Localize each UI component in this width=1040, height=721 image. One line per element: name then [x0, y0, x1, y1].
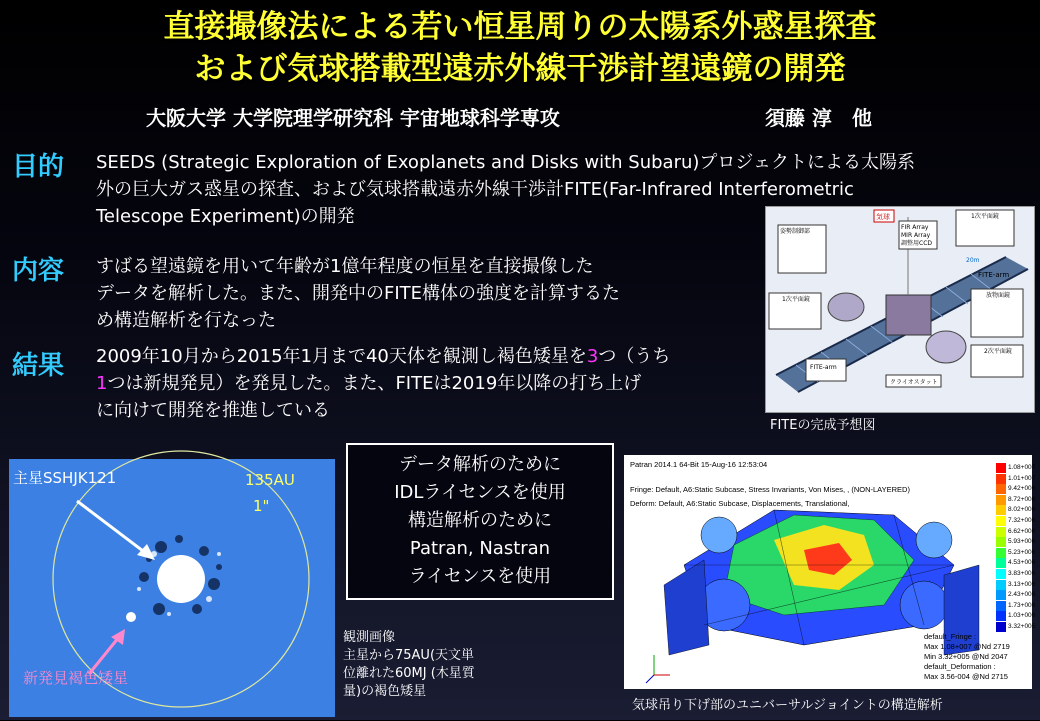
fite-caption: FITEの完成予想図 [770, 418, 876, 433]
legend-value: 5.93+006 [1008, 538, 1036, 546]
fem-caption: 気球吊り下げ部のユニバーサルジョイントの構造解析 [632, 698, 943, 713]
new-bd-label: 新発見褐色矮星 [23, 669, 129, 687]
license-line: ライセンスを使用 [408, 566, 552, 587]
fem-header-line: Fringe: Default, A6:Static Subcase, Stress Invariants, Von Mises, , (NON-LAYERED) [630, 485, 910, 494]
results-label: 結果 [12, 351, 65, 381]
legend-swatch [996, 548, 1006, 558]
content-text [96, 253, 756, 334]
legend-value: 6.62+006 [1008, 527, 1036, 535]
author: 須藤 淳 他 [765, 106, 872, 130]
observation-caption: 観測画像 主星から75AU(天文単 位離れた60MJ (木星質 量)の褐色矮星 [343, 630, 475, 699]
results-line-1: 2009年10月から2015年1月まで40天体を観測し褐色矮星を3つ（うち [96, 346, 671, 367]
new-bd-count: 1 [96, 373, 108, 394]
license-line: データ解析のために [399, 454, 561, 475]
legend-value: 4.53+006 [1008, 559, 1036, 567]
content-label: 内容 [12, 256, 65, 286]
license-line: 構造解析のために [408, 510, 552, 531]
svg-text:20m: 20m [966, 257, 980, 264]
purpose-label: 目的 [12, 152, 65, 182]
legend-value: 1.03+006 [1008, 612, 1036, 620]
legend-value: 7.32+006 [1008, 517, 1036, 524]
fem-footer-line: Max 3.56-004 @Nd 2715 [924, 672, 1008, 681]
svg-text:調整用CCD: 調整用CCD [901, 240, 932, 247]
fem-footer-line: Min 3.32+005 @Nd 2047 [924, 652, 1008, 661]
legend-value: 8.72+006 [1008, 495, 1036, 503]
legend-swatch [996, 611, 1006, 621]
content-line: データを解析した。また、開発中のFITE構体の強度を計算するた [96, 283, 621, 304]
legend-value: 8.02+006 [1008, 506, 1036, 514]
legend-swatch [996, 463, 1006, 473]
results-line-3: に向けて開発を推進している [96, 400, 330, 421]
fite-label: 気球 [876, 213, 890, 221]
legend-value: 1.01+007 [1008, 474, 1036, 482]
license-box [346, 443, 614, 600]
legend-swatch [996, 601, 1006, 611]
svg-text:姿勢制御部: 姿勢制御部 [780, 228, 811, 235]
scale-au-label: 135AU [245, 471, 295, 489]
svg-text:FITE-arm: FITE-arm [978, 271, 1010, 279]
legend-swatch [996, 516, 1006, 526]
legend-swatch [996, 505, 1006, 515]
content-line: め構造解析を行なった [96, 310, 276, 331]
legend-swatch [996, 484, 1006, 494]
purpose-line: SEEDS (Strategic Exploration of Exoplanets and Disks with Subaru)プロジェクトによる太陽系 [96, 152, 916, 173]
legend-swatch [996, 558, 1006, 568]
svg-text:2次平面鏡: 2次平面鏡 [984, 348, 1012, 355]
results-text [96, 343, 761, 424]
legend-swatch [996, 590, 1006, 600]
legend-value: 5.23+006 [1008, 548, 1036, 556]
title-line-2: および気球搭載型遠赤外線干渉計望遠鏡の開発 [194, 51, 846, 87]
legend-swatch [996, 527, 1006, 537]
svg-text:FIR Array: FIR Array [901, 224, 929, 231]
legend-value: 3.13+006 [1008, 580, 1036, 588]
purpose-line: 外の巨大ガス惑星の探査、および気球搭載遠赤外線干渉計FITE(Far-Infrared Interferometric [96, 179, 854, 200]
svg-text:放物面鏡: 放物面鏡 [986, 292, 1011, 299]
legend-value: 3.83+006 [1008, 570, 1036, 577]
affiliation: 大阪大学 大学院理学研究科 宇宙地球科学専攻 [146, 106, 560, 130]
svg-text:MIR Array: MIR Array [901, 232, 931, 239]
legend-swatch [996, 622, 1006, 632]
svg-text:FITE-arm: FITE-arm [810, 364, 837, 371]
purpose-line: Telescope Experiment)の開発 [96, 206, 355, 227]
content-line: すばる望遠鏡を用いて年齢が1億年程度の恒星を直接撮像した [96, 256, 594, 277]
fem-result-image [624, 455, 1036, 689]
observation-image [9, 459, 335, 717]
brown-dwarf-point [126, 612, 136, 622]
license-line: IDLライセンスを使用 [394, 482, 566, 503]
fem-footer-line: default_Fringe : [924, 632, 977, 641]
svg-text:1次平面鏡: 1次平面鏡 [782, 296, 810, 303]
legend-swatch [996, 474, 1006, 484]
fem-header-line: Deform: Default, A6:Static Subcase, Displacements, Translational, [630, 499, 850, 508]
fem-footer-line: Max 1.08+007 @Nd 2719 [924, 642, 1010, 651]
coronagraph-mask [157, 555, 205, 603]
svg-text:1次平面鏡: 1次平面鏡 [971, 213, 999, 220]
title-line-1: 直接撮像法による若い恒星周りの太陽系外惑星探査 [163, 9, 877, 45]
fem-header-line: Patran 2014.1 64-Bit 15-Aug-16 12:53:04 [630, 460, 768, 469]
legend-swatch [996, 569, 1006, 579]
legend-value: 3.32+005 [1008, 623, 1036, 630]
fem-footer-line: default_Deformation : [924, 662, 996, 671]
legend-swatch [996, 580, 1006, 590]
fite-diagram [765, 206, 1035, 413]
legend-value: 9.42+006 [1008, 485, 1036, 493]
host-star-label: 主星SSHJK121 [13, 469, 117, 487]
fite-diagram-svg [766, 207, 1034, 412]
results-line-2: 1つは新規発見）を発見した。また、FITEは2019年以降の打ち上げ [96, 373, 642, 394]
legend-swatch [996, 537, 1006, 547]
legend-value: 1.73+006 [1008, 601, 1036, 609]
license-line: Patran, Nastran [409, 538, 551, 559]
svg-text:クライオスタット: クライオスタット [890, 379, 938, 386]
legend-value: 2.43+006 [1008, 591, 1036, 599]
scale-arcsec-label: 1" [253, 497, 270, 515]
bd-count: 3 [586, 346, 599, 367]
legend-value: 1.08+007 [1008, 464, 1036, 471]
legend-swatch [996, 495, 1006, 505]
